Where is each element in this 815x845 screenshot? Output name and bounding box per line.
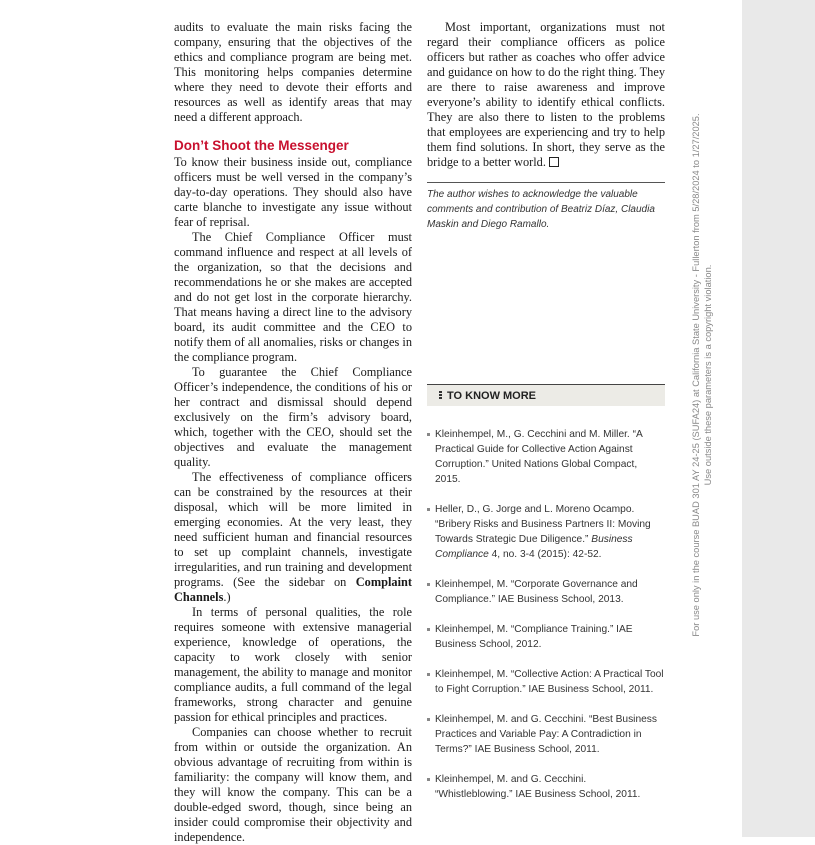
bullet-icon bbox=[427, 673, 430, 676]
reference-text: Kleinhempel, M. and G. Cecchini. “Best Business Practices and Variable Pay: A Contradiction in Terms?” IAE Business School, 2011. bbox=[435, 714, 657, 755]
left-paragraph-5-end: .) bbox=[223, 590, 231, 604]
bullet-icon bbox=[427, 583, 430, 586]
bullet-icon bbox=[427, 628, 430, 631]
bullet-icon bbox=[427, 718, 430, 721]
to-know-more-title: TO KNOW MORE bbox=[447, 389, 537, 402]
left-paragraph-1: audits to evaluate the main risks facing the company, ensuring that the objectives of the ethics and compliance program are being met. This monitoring helps companies determine where they need to devote their efforts and resources as well as identify areas that may need a different approach. bbox=[174, 20, 412, 124]
right-paragraph-1-text: Most important, organizations must not regard their compliance officers as police officers but rather as coaches who offer advice and guidance on how to do the right thing. They are there to raise awareness and improve everyone’s ability to identify ethical conflicts. They are also there to listen to the problems that employees are experiencing and try to help them find solutions. In short, they serve as the bridge to a better world. bbox=[427, 20, 665, 169]
journal-title: Business Compliance bbox=[435, 534, 633, 560]
section-marker-icon bbox=[439, 391, 442, 400]
page-edge-margin bbox=[742, 0, 815, 837]
to-know-more-header bbox=[427, 384, 665, 406]
watermark-line-1: For use only in the course BUAD 301 AY 24-25 (SUFA24) at California State University - Fullerton from 5/28/2024 to 1/27/2025. bbox=[691, 113, 701, 637]
left-paragraph-5 bbox=[174, 470, 412, 605]
reference-item bbox=[427, 772, 665, 802]
bullet-icon bbox=[427, 433, 430, 436]
reference-item bbox=[427, 577, 665, 607]
left-paragraph-7: Companies can choose whether to recruit from within or outside the organization. An obvious advantage of recruiting from within is familiarity: the company will know them, and they will know the company. This can be a double-edged sword, though, since being an insider could compromise their objectivity and independence. bbox=[174, 725, 412, 844]
reference-text: Kleinhempel, M. “Corporate Governance and Compliance.” IAE Business School, 2013. bbox=[435, 579, 638, 605]
reference-citation: 4, no. 3-4 (2015): 42-52. bbox=[488, 549, 602, 560]
section-heading: Don’t Shoot the Messenger bbox=[174, 138, 349, 153]
left-paragraph-3: The Chief Compliance Officer must command influence and respect at all levels of the organization, so that the decisions and recommendations he or she makes are accepted and do not get lost in the corporate hierarchy. That means having a direct line to the advisory board, its audit committee and the CEO to notify them of all anomalies, risks or changes in the compliance program. bbox=[174, 230, 412, 364]
complaint-channels-ref: Complaint Channels bbox=[174, 575, 412, 604]
reference-item bbox=[427, 622, 665, 652]
reference-list bbox=[427, 427, 665, 817]
reference-text: Kleinhempel, M. and G. Cecchini. “Whistleblowing.” IAE Business School, 2011. bbox=[435, 774, 641, 800]
reference-text: Kleinhempel, M. “Collective Action: A Practical Tool to Fight Corruption.” IAE Business School, 2011. bbox=[435, 669, 664, 695]
left-paragraph-4: To guarantee the Chief Compliance Officer’s independence, the conditions of his or her contract and dismissal should depend exclusively on the firm’s advisory board, which, together with the CEO, should set the objectives and evaluate the management quality. bbox=[174, 365, 412, 469]
end-mark-icon bbox=[549, 157, 559, 167]
watermark-text bbox=[690, 113, 714, 636]
acknowledgment-divider bbox=[427, 182, 665, 183]
left-paragraph-6: In terms of personal qualities, the role requires someone with extensive managerial experience, knowledge of operations, the capacity to work closely with senior management, the ability to manage and monitor compliance audits, a full command of the legal frameworks, strong character and genuine passion for ethical principles and practices. bbox=[174, 605, 412, 724]
reference-item bbox=[427, 427, 665, 487]
bullet-icon bbox=[427, 508, 430, 511]
left-paragraph-5-text: The effectiveness of compliance officers can be constrained by the resources at their disposal, which will be more limited in emerging economies. At the very least, they need sufficient human and financial resources to set up complaint channels, investigate irregularities, and run training and development programs. (See the sidebar on bbox=[174, 470, 412, 589]
reference-text: Kleinhempel, M. “Compliance Training.” IAE Business School, 2012. bbox=[435, 624, 633, 650]
reference-item bbox=[427, 502, 665, 562]
reference-item bbox=[427, 667, 665, 697]
reference-item bbox=[427, 712, 665, 757]
watermark-line-2: Use outside these parameters is a copyright violation. bbox=[703, 264, 713, 486]
reference-text: Heller, D., G. Jorge and L. Moreno Ocampo. “Bribery Risks and Business Partners II: Moving Towards Strategic Due Diligence.” bbox=[435, 504, 651, 545]
bullet-icon bbox=[427, 778, 430, 781]
reference-text: Kleinhempel, M., G. Cecchini and M. Miller. “A Practical Guide for Collective Action Against Corruption.” United Nations Global Compact, 2015. bbox=[435, 429, 643, 485]
right-column bbox=[427, 20, 665, 170]
left-column bbox=[174, 20, 412, 845]
right-paragraph-1 bbox=[427, 20, 665, 170]
acknowledgment: The author wishes to acknowledge the valuable comments and contribution of Beatriz Díaz, Claudia Maskin and Diego Ramallo. bbox=[427, 189, 655, 230]
left-paragraph-2: To know their business inside out, compliance officers must be well versed in the company’s day-to-day operations. They should also have carte blanche to investigate any issue without fear of reprisal. bbox=[174, 155, 412, 229]
